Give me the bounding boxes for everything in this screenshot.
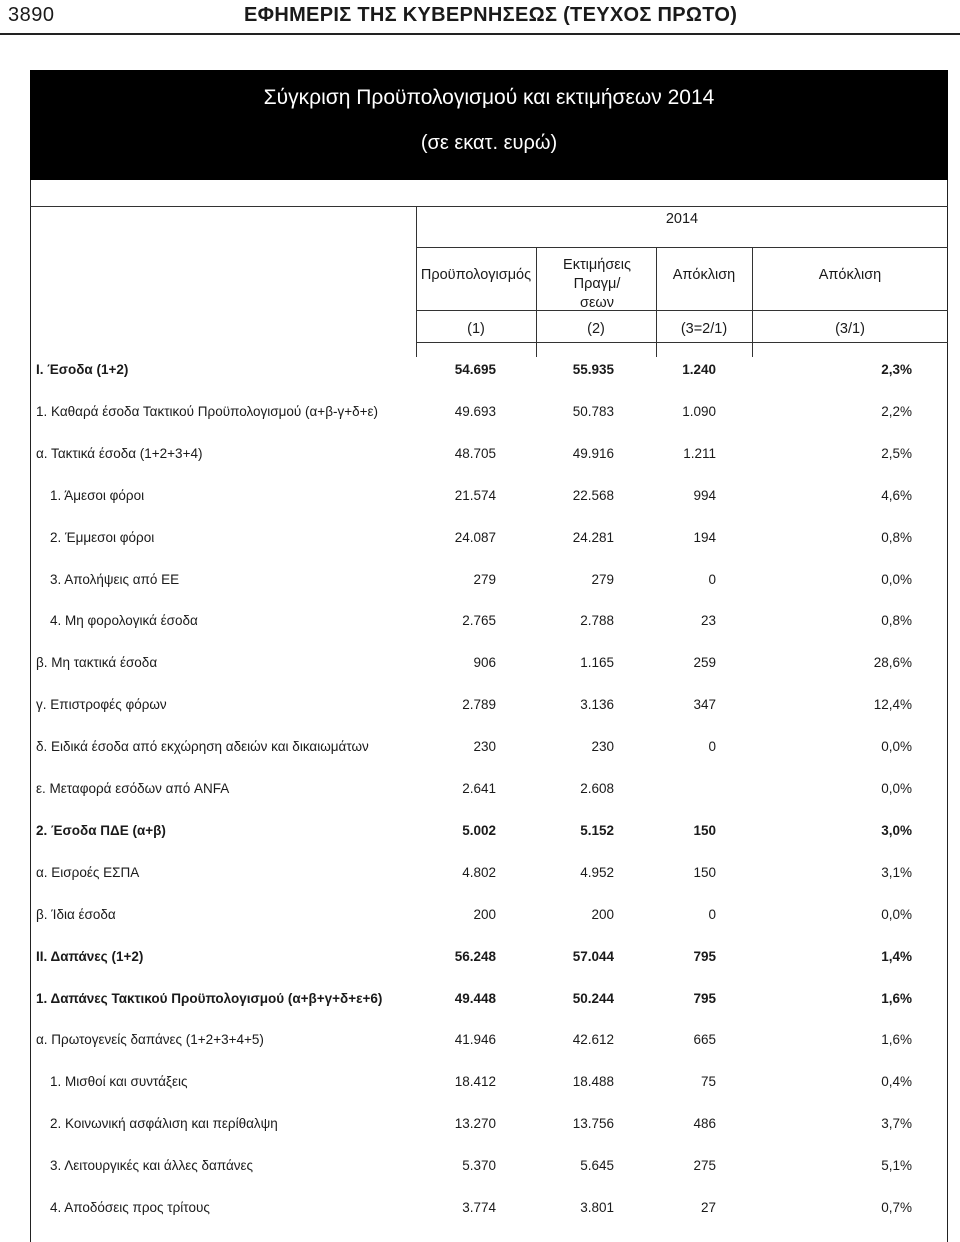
value-deviation: 1.090	[682, 404, 716, 419]
value-estimate: 1.165	[580, 655, 614, 670]
value-deviation: 23	[700, 613, 716, 628]
table-title: Σύγκριση Προϋπολογισμού και εκτιμήσεων 2014	[263, 86, 715, 109]
value-deviation-pct: 0,7%	[881, 1200, 912, 1215]
value-budget: 41.946	[454, 1032, 496, 1047]
row-label: 2. Έμμεσοι φόροι	[50, 530, 155, 545]
row-label: 4. Μη φορολογικά έσοδα	[50, 613, 198, 628]
header-divider-2	[656, 247, 657, 357]
value-deviation: 150	[693, 823, 716, 838]
value-budget: 54.695	[454, 362, 496, 377]
value-budget: 2.789	[462, 697, 496, 712]
value-budget: 3.774	[462, 1200, 496, 1215]
value-budget: 49.448	[454, 991, 496, 1006]
row-label: β. Ίδια έσοδα	[36, 907, 116, 922]
value-deviation-pct: 3,1%	[881, 865, 912, 880]
value-budget: 13.270	[454, 1116, 496, 1131]
value-deviation-pct: 0,8%	[881, 613, 912, 628]
value-deviation-pct: 0,0%	[881, 781, 912, 796]
value-budget: 2.641	[462, 781, 496, 796]
row-label: 1. Δαπάνες Τακτικού Προϋπολογισμού (α+β+γ+δ+ε+6)	[36, 991, 383, 1006]
row-label: 2. Έσοδα ΠΔΕ (α+β)	[36, 823, 166, 838]
row-label: δ. Ειδικά έσοδα από εκχώρηση αδειών και δικαιωμάτων	[36, 739, 369, 754]
value-estimate: 5.645	[580, 1158, 614, 1173]
header-rule-columns	[416, 310, 948, 311]
header-rule-codes	[416, 342, 948, 343]
journal-title: ΕΦΗΜΕΡΙΣ ΤΗΣ ΚΥΒΕΡΝΗΣΕΩΣ (ΤΕΥΧΟΣ ΠΡΩΤΟ)	[244, 4, 738, 26]
value-estimate: 230	[591, 739, 614, 754]
row-label: γ. Επιστροφές φόρων	[36, 697, 167, 712]
value-budget: 18.412	[454, 1074, 496, 1089]
row-label: 1. Καθαρά έσοδα Τακτικού Προϋπολογισμού (α+β-γ+δ+ε)	[36, 404, 379, 419]
row-label: α. Εισροές ΕΣΠΑ	[36, 865, 140, 880]
value-deviation-pct: 2,3%	[881, 362, 912, 377]
value-deviation: 665	[693, 1032, 716, 1047]
value-budget: 21.574	[454, 488, 496, 503]
value-estimate: 4.952	[580, 865, 614, 880]
column-header-estimates: Εκτιμήσεις Πραγμ/σεων	[563, 257, 631, 311]
value-estimate: 22.568	[572, 488, 614, 503]
value-budget: 5.370	[462, 1158, 496, 1173]
value-budget: 5.002	[462, 823, 496, 838]
value-estimate: 200	[591, 907, 614, 922]
column-header-deviation: Απόκλιση	[672, 267, 736, 283]
value-budget: 4.802	[462, 865, 496, 880]
row-label: ε. Μεταφορά εσόδων από ANFA	[36, 781, 230, 796]
column-code-3: (3=2/1)	[680, 321, 728, 337]
value-budget: 49.693	[454, 404, 496, 419]
value-deviation-pct: 0,0%	[881, 907, 912, 922]
value-deviation: 347	[693, 697, 716, 712]
value-deviation-pct: 5,1%	[881, 1158, 912, 1173]
value-estimate: 49.916	[572, 446, 614, 461]
value-estimate: 18.488	[572, 1074, 614, 1089]
value-estimate: 50.244	[572, 991, 614, 1006]
row-label: 3. Λειτουργικές και άλλες δαπάνες	[50, 1158, 254, 1173]
value-estimate: 24.281	[572, 530, 614, 545]
page-header	[0, 0, 960, 36]
value-deviation: 0	[708, 739, 716, 754]
value-deviation-pct: 28,6%	[873, 655, 912, 670]
header-rule-top	[30, 206, 948, 207]
row-label: β. Μη τακτικά έσοδα	[36, 655, 158, 670]
header-divider-1	[536, 247, 537, 357]
value-deviation: 994	[693, 488, 716, 503]
row-label: Ι. Έσοδα (1+2)	[36, 362, 129, 377]
row-label: 2. Κοινωνική ασφάλιση και περίθαλψη	[50, 1116, 278, 1131]
value-deviation-pct: 2,5%	[881, 446, 912, 461]
value-budget: 48.705	[454, 446, 496, 461]
value-deviation-pct: 4,6%	[881, 488, 912, 503]
value-deviation: 27	[700, 1200, 716, 1215]
value-deviation: 1.240	[682, 362, 716, 377]
column-code-4: (3/1)	[835, 321, 865, 337]
value-estimate: 13.756	[572, 1116, 614, 1131]
value-deviation: 486	[693, 1116, 716, 1131]
column-code-2: (2)	[587, 321, 605, 337]
value-estimate: 50.783	[572, 404, 614, 419]
value-deviation: 150	[693, 865, 716, 880]
value-deviation-pct: 12,4%	[873, 697, 912, 712]
header-divider-3	[752, 247, 753, 357]
value-deviation-pct: 3,0%	[881, 823, 912, 838]
row-label: 4. Αποδόσεις προς τρίτους	[50, 1200, 210, 1215]
value-estimate: 42.612	[572, 1032, 614, 1047]
value-deviation-pct: 1,6%	[881, 1032, 912, 1047]
value-budget: 56.248	[454, 949, 496, 964]
row-label: α. Πρωτογενείς δαπάνες (1+2+3+4+5)	[36, 1032, 264, 1047]
value-deviation: 194	[693, 530, 716, 545]
table-subtitle: (σε εκατ. ευρώ)	[420, 132, 558, 154]
column-header-deviation-pct: Απόκλιση	[818, 267, 882, 283]
column-header-budget: Προϋπολογισμός	[420, 267, 532, 283]
value-deviation: 795	[693, 991, 716, 1006]
value-deviation: 1.211	[683, 446, 716, 461]
row-label: α. Τακτικά έσοδα (1+2+3+4)	[36, 446, 203, 461]
value-deviation: 259	[693, 655, 716, 670]
value-deviation-pct: 2,2%	[881, 404, 912, 419]
value-deviation-pct: 0,4%	[881, 1074, 912, 1089]
value-budget: 2.765	[462, 613, 496, 628]
row-label: 3. Απολήψεις από ΕΕ	[50, 572, 180, 587]
row-label: ΙΙ. Δαπάνες (1+2)	[36, 949, 144, 964]
value-deviation-pct: 1,6%	[881, 991, 912, 1006]
value-deviation-pct: 0,0%	[881, 572, 912, 587]
value-estimate: 2.608	[580, 781, 614, 796]
header-rule	[0, 33, 960, 35]
value-budget: 906	[473, 655, 496, 670]
year-header: 2014	[665, 211, 699, 227]
row-label: 1. Μισθοί και συντάξεις	[50, 1074, 188, 1089]
value-budget: 24.087	[454, 530, 496, 545]
value-deviation-pct: 0,0%	[881, 739, 912, 754]
value-estimate: 3.801	[580, 1200, 614, 1215]
value-budget: 230	[473, 739, 496, 754]
value-estimate: 2.788	[580, 613, 614, 628]
page-number: 3890	[8, 4, 55, 26]
value-deviation: 795	[693, 949, 716, 964]
value-deviation-pct: 0,8%	[881, 530, 912, 545]
value-estimate: 3.136	[580, 697, 614, 712]
row-label: 1. Άμεσοι φόροι	[50, 488, 145, 503]
value-deviation-pct: 3,7%	[881, 1116, 912, 1131]
value-deviation-pct: 1,4%	[881, 949, 912, 964]
value-estimate: 57.044	[572, 949, 614, 964]
value-estimate: 55.935	[572, 362, 614, 377]
value-deviation: 0	[708, 907, 716, 922]
value-deviation: 275	[693, 1158, 716, 1173]
column-code-1: (1)	[467, 321, 485, 337]
value-deviation: 75	[700, 1074, 716, 1089]
table-title-band	[30, 70, 948, 180]
value-estimate: 5.152	[580, 823, 614, 838]
header-rule-year	[416, 247, 948, 248]
value-estimate: 279	[591, 572, 614, 587]
value-budget: 279	[473, 572, 496, 587]
value-deviation: 0	[708, 572, 716, 587]
value-budget: 200	[473, 907, 496, 922]
